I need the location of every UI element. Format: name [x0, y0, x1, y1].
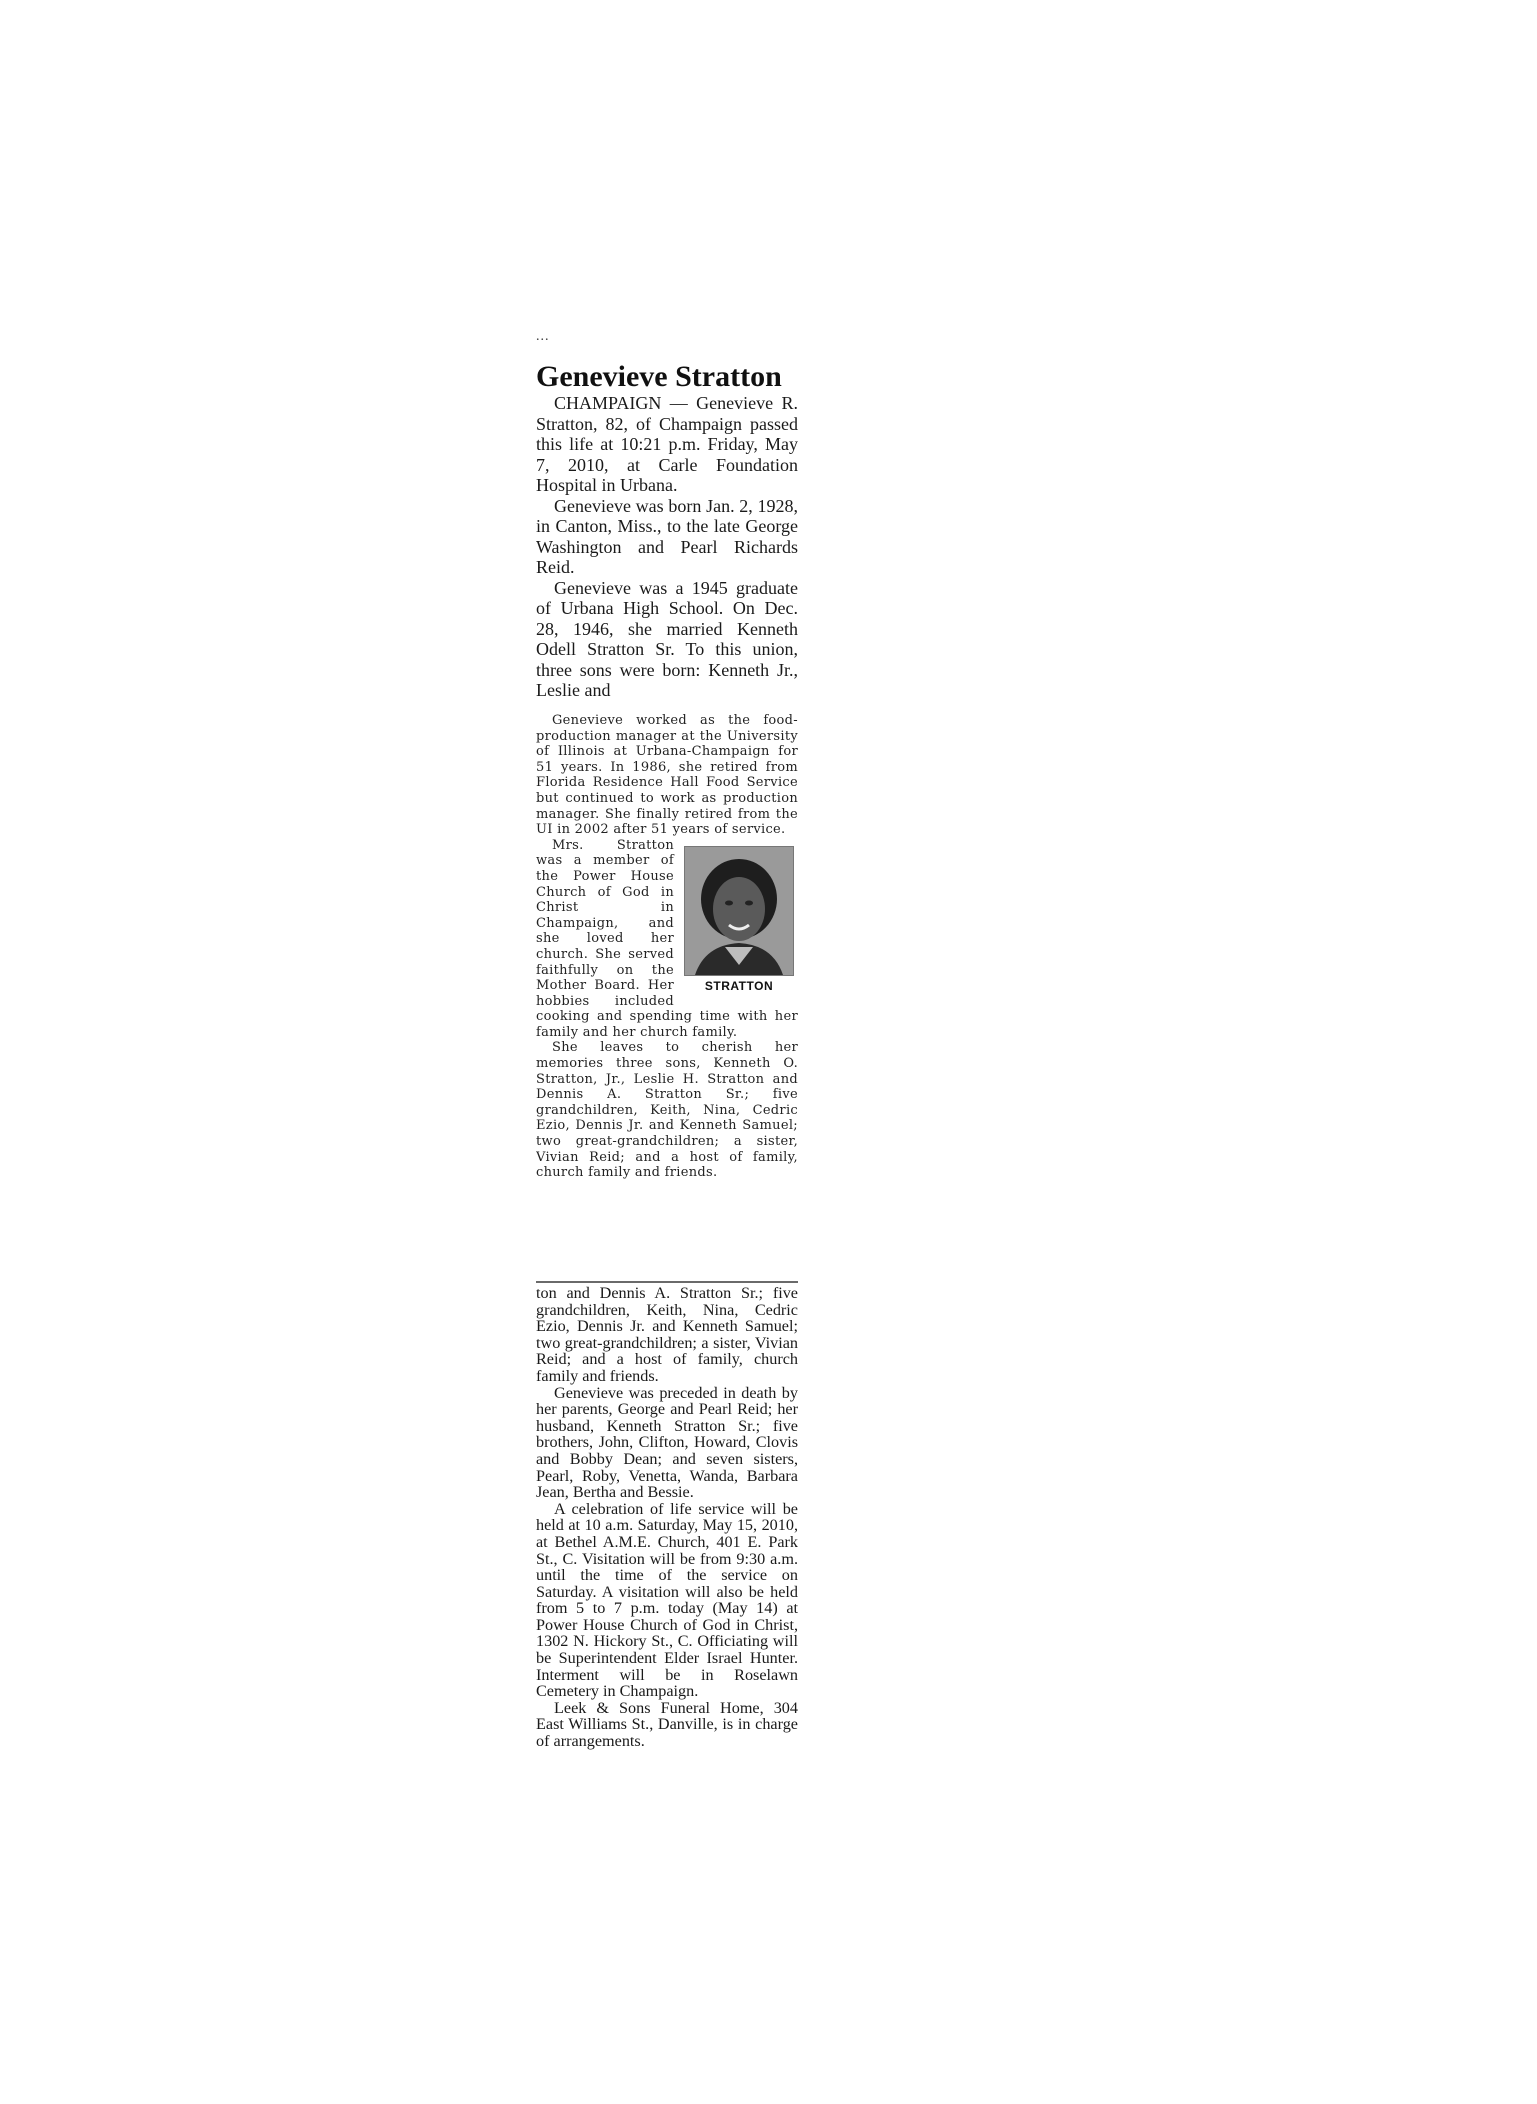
closing-paragraph	[536, 1285, 798, 1385]
intro-text	[536, 393, 798, 701]
closing-paragraph	[536, 1385, 798, 1501]
clipping-divider	[536, 1281, 798, 1283]
clipping-paragraph-text: Genevieve worked as the food-production manager at the University of Illinois at Urbana-Champaign for 51 years. In 1986, she retired from Florida Residence Hall Food Service but continued to work as production manager. She finally retired from the UI in 2002 after 51 years of service.	[536, 713, 798, 838]
newspaper-clipping	[536, 713, 798, 1283]
intro-paragraph-text: Genevieve was born Jan. 2, 1928, in Canton, Miss., to the late George Washington and Pearl Richards Reid.	[536, 495, 798, 577]
intro-paragraph	[536, 393, 798, 496]
clipping-paragraph-text: She leaves to cherish her memories three sons, Kenneth O. Stratton, Jr., Leslie H. Stratton and Dennis A. Stratton Sr.; five grandchildren, Keith, Nina, Cedric Ezio, Dennis Jr. and Kenneth Samuel; two great-grandchildren; a sister, Vivian Reid; and a host of family, church family and friends.	[536, 1040, 798, 1181]
closing-paragraph-text: Genevieve was preceded in death by her parents, George and Pearl Reid; her husband, Kenneth Stratton Sr.; five brothers, John, Clifton, Howard, Clovis and Bobby Dean; and seven sisters, Pearl, Roby, Venetta, Wanda, Barbara Jean, Bertha and Bessie.	[536, 1383, 798, 1502]
intro-paragraph	[536, 496, 798, 578]
closing-paragraph	[536, 1501, 798, 1700]
closing-paragraph-text: ton and Dennis A. Stratton Sr.; five grandchildren, Keith, Nina, Cedric Ezio, Dennis Jr. and Kenneth Samuel; two great-grandchildren; a sister, Vivian Reid; and a host of family, church family and friends.	[536, 1284, 798, 1385]
closing-paragraph-text: A celebration of life service will be held at 10 a.m. Saturday, May 15, 2010, at Bethel A.M.E. Church, 401 E. Park St., C. Visitation will be from 9:30 a.m. until the time of the service on Saturday. A visitation will also be held from 5 to 7 p.m. today (May 14) at Power House Church of God in Christ, 1302 N. Hickory St., C. Officiating will be Superintendent Elder Israel Hunter. Interment will be in Roselawn Cemetery in Champaign.	[536, 1499, 798, 1701]
obituary-title: Genevieve Stratton	[536, 360, 782, 393]
intro-paragraph-text: CHAMPAIGN — Genevieve R. Stratton, 82, of Champaign passed this life at 10:21 p.m. Friday, May 7, 2010, at Carle Foundation Hospital in Urbana.	[536, 393, 798, 495]
clipping-paragraph	[536, 713, 798, 838]
intro-paragraph	[536, 578, 798, 701]
photo-caption: STRATTON	[704, 978, 774, 993]
cut-off-text-fragment: ...	[536, 334, 550, 344]
intro-paragraph-text: Genevieve was a 1945 graduate of Urbana High School. On Dec. 28, 1946, she married Kenneth Odell Stratton Sr. To this union, three sons were born: Kenneth Jr., Leslie and	[536, 577, 798, 700]
clipping-paragraph-text: Mrs. Stratton was a member of the Power House Church of God in Christ in Champaign, and she loved her church. She served faithfully on the Mother Board. Her hobbies included cooking and spending time with her family and her church family.	[536, 837, 798, 1040]
closing-paragraph-text: Leek & Sons Funeral Home, 304 East Williams St., Danville, is in charge of arrangements.	[536, 1698, 798, 1751]
clipping-paragraph	[536, 838, 798, 1041]
closing-text	[536, 1285, 798, 1750]
clipping-paragraph	[536, 1040, 798, 1180]
closing-paragraph	[536, 1700, 798, 1750]
